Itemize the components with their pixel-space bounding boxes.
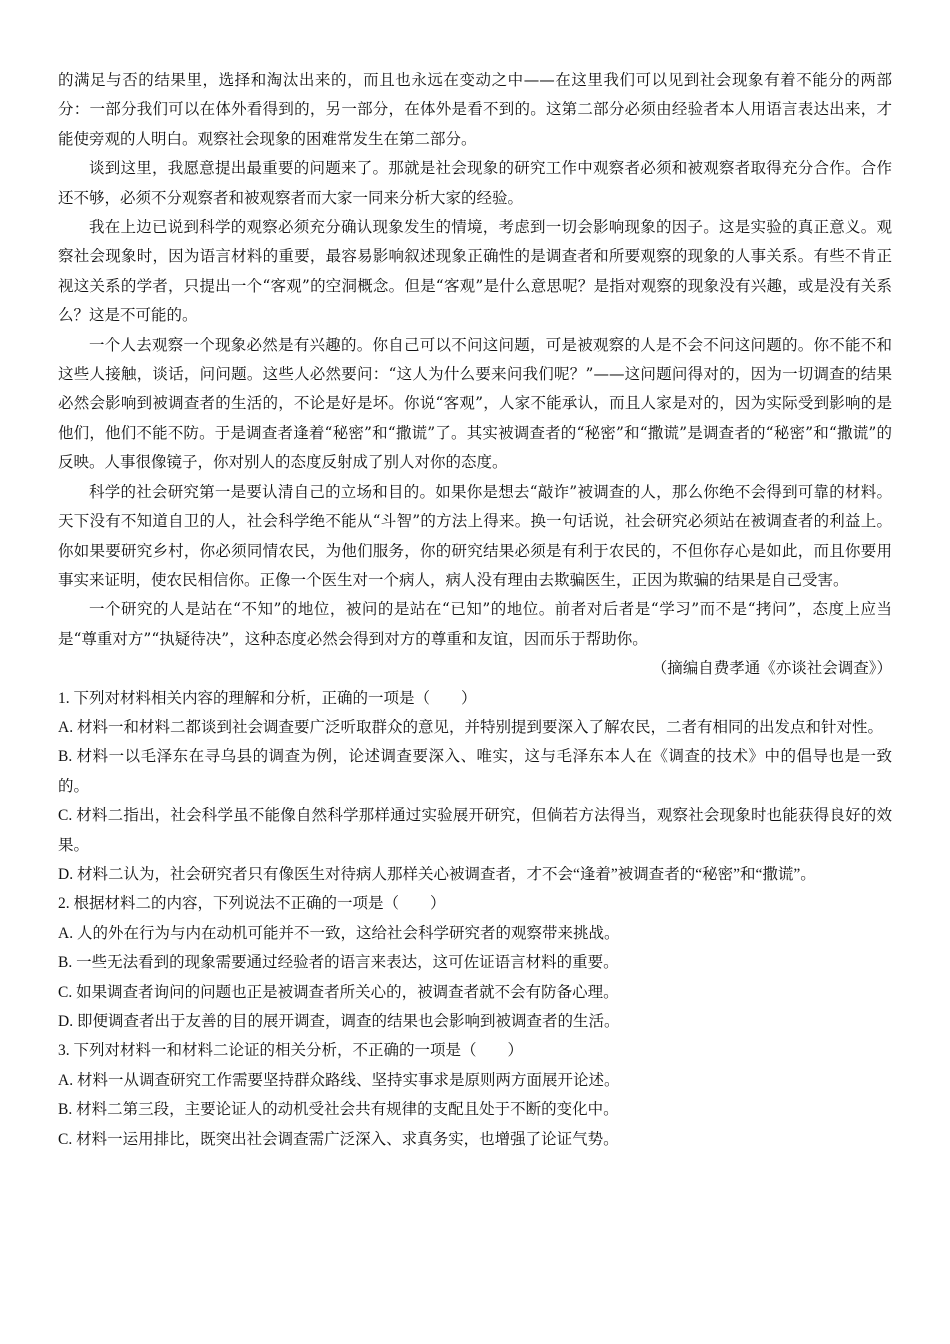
- passage-paragraph: 一个人去观察一个现象必然是有兴趣的。你自己可以不问这问题，可是被观察的人是不会不问这问题的。你不能不和这些人接触，谈话，问问题。这些人必然要问：“这人为什么要来问我们呢？”——这问题问得对的，因为一切调查的结果必然会影响到被调查者的生活的，不论是好是坏。你说“客观”，人家不能承认，而且人家是对的，因为实际受到影响的是他们，他们不能不防。于是调查者逢着“秘密”和“撒谎”了。其实被调查者的“秘密”和“撒谎”是调查者的“秘密”和“撒谎”的反映。人事很像镜子，你对别人的态度反射成了别人对你的态度。: [58, 335, 892, 472]
- question-option: B. 一些无法看到的现象需要通过经验者的语言来表达，这可佐证语言材料的重要。: [58, 954, 619, 972]
- passage-paragraph: 谈到这里，我愿意提出最重要的问题来了。那就是社会现象的研究工作中观察者必须和被观察者取得充分合作。合作还不够，必须不分观察者和被观察者而大家一同来分析大家的经验。: [58, 159, 892, 207]
- question-option: B. 材料一以毛泽东在寻乌县的调查为例，论述调查要深入、唯实，这与毛泽东本人在《调查的技术》中的倡导也是一致的。: [58, 748, 892, 795]
- question-option: C. 材料一运用排比，既突出社会调查需广泛深入、求真务实，也增强了论证气势。: [58, 1130, 619, 1148]
- question-option: C. 材料二指出，社会科学虽不能像自然科学那样通过实验展开研究，但倘若方法得当，观察社会现象时也能获得良好的效果。: [58, 807, 892, 854]
- passage-paragraph: 科学的社会研究第一是要认清自己的立场和目的。如果你是想去“敲诈”被调查的人，那么你绝不会得到可靠的材料。天下没有不知道自卫的人，社会科学绝不能从“斗智”的方法上得来。换一句话说，社会研究必须站在被调查者的利益上。你如果要研究乡村，你必须同情农民，为他们服务，你的研究结果必须是有利于农民的，不但你存心是如此，而且你要用事实来证明，使农民相信你。正像一个医生对一个病人，病人没有理由去欺骗医生，正因为欺骗的结果是自己受害。: [58, 482, 892, 589]
- passage-paragraph: 的满足与否的结果里，选择和淘汰出来的，而且也永远在变动之中——在这里我们可以见到社会现象有着不能分的两部分：一部分我们可以在体外看得到的，另一部分，在体外是看不到的。这第二部分必须由经验者本人用语言表达出来，才能使旁观的人明白。观察社会现象的困难常发生在第二部分。: [58, 71, 892, 148]
- passage-paragraph: 我在上边已说到科学的观察必须充分确认现象发生的情境，考虑到一切会影响现象的因子。这是实验的真正意义。观察社会现象时，因为语言材料的重要，最容易影响叙述现象正确性的是调查者和所要观察的现象的人事关系。有些不肯正视这关系的学者，只提出一个“客观”的空洞概念。但是“客观”是什么意思呢？是指对观察的现象没有兴趣，或是没有关系么？这是不可能的。: [58, 218, 892, 325]
- passage-paragraph: 一个研究的人是站在“不知”的地位，被问的是站在“已知”的地位。前者对后者是“学习”而不是“拷问”，态度上应当是“尊重对方”“执疑待决”，这种态度必然会得到对方的尊重和友谊，因而乐于帮助你。: [58, 600, 892, 648]
- question-option: D. 即便调查者出于友善的目的展开调查，调查的结果也会影响到被调查者的生活。: [58, 1013, 620, 1030]
- question-option: A. 材料一从调查研究工作需要坚持群众路线、坚持实事求是原则两方面展开论述。: [58, 1071, 620, 1089]
- question-stem: 1. 下列对材料相关内容的理解和分析，正确的一项是（ ）: [58, 689, 477, 707]
- question-option: D. 材料二认为，社会研究者只有像医生对待病人那样关心被调查者，才不会“逢着”被调查者的“秘密”和“撒谎”。: [58, 865, 816, 883]
- question-option: C. 如果调查者询问的问题也正是被调查者所关心的，被调查者就不会有防备心理。: [58, 983, 619, 1001]
- question-stem: 3. 下列对材料一和材料二论证的相关分析，不正确的一项是（ ）: [58, 1042, 524, 1060]
- question-option: A. 材料一和材料二都谈到社会调查要广泛听取群众的意见，并特别提到要深入了解农民，二者有相同的出发点和针对性。: [58, 718, 883, 736]
- source-citation: （摘编自费孝通《亦谈社会调查》）: [651, 659, 892, 678]
- question-stem: 2. 根据材料二的内容，下列说法不正确的一项是（ ）: [58, 895, 446, 913]
- question-option: A. 人的外在行为与内在动机可能并不一致，这给社会科学研究者的观察带来挑战。: [58, 924, 620, 942]
- question-option: B. 材料二第三段，主要论证人的动机受社会共有规律的支配且处于不断的变化中。: [58, 1101, 619, 1119]
- exam-page: [58, 66, 892, 1154]
